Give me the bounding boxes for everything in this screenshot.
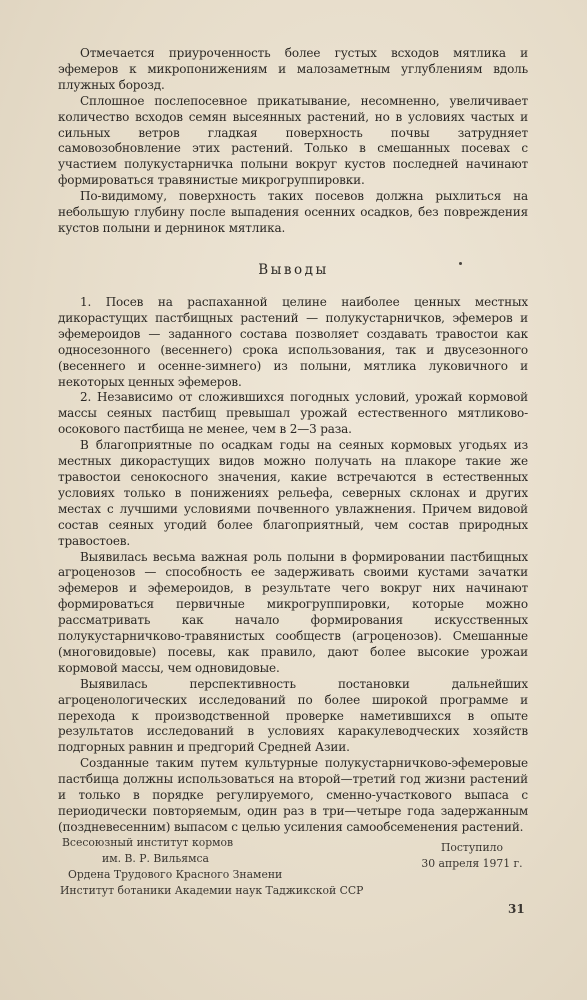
affiliation-line: им. В. Р. Вильямса [102,852,209,865]
received-date-value: 30 апреля 1971 г. [421,857,523,870]
print-speck [459,262,462,265]
paragraph: Выявилась весьма важная роль полыни в формировании пастбищных агроценозов — способность ее задерживать своими кустами зачатки эфемеров и эфемероидов, в результате чего вокруг них начинают формироваться первичные микрогруппировки, которые можно рассматривать как начало формирования искусственных полукустарничково-травянистых сообществ (агроценозов). Смешанные (многовидовые) посевы, как правило, дают более высокие урожаи кормовой массы, чем одновидовые. [58,549,528,675]
paragraph: В благоприятные по осадкам годы на сеяных кормовых угодьях из местных дикорастущих видов можно получать на плакоре такие же травостои сенокосного значения, какие встречаются в естественных условиях только в понижениях рельефа, северных склонах и других местах с лучшими условиями почвенного увлажнения. Причем видовой состав сеяных угодий более благоприятный, чем состав природных травостоев. [58,438,528,548]
affiliation-line: Ордена Трудового Красного Знамени [68,868,283,881]
paragraph: Сплошное послепосевное прикатывание, несомненно, увеличивает количество всходов семян высеянных растений, но в условиях частых и сильных ветров гладкая поверхность почвы затрудняет самовозобновление этих растений. Только в смешанных посевах с участием полукустарничка полыни вокруг кустов последней начинают формироваться травянистые микрогруппировки. [58,93,528,188]
author-affiliation [60,835,380,899]
paragraph: По-видимому, поверхность таких посевов должна рыхлиться на небольшую глубину после выпадения осенних осадков, без повреждения кустов полыни и дернинок мятлика. [58,189,528,235]
paragraph: 1. Посев на распаханной целине наиболее ценных местных дикорастущих пастбищных растений — полукустарничков, эфемеров и эфемероидов — заданного состава позволяет создавать травостои как односезонного (весеннего) срока использования, так и двусезонного (весеннего и осенне-зимнего) из полыни, мятлика луковичного и некоторых ценных эфемеров. [58,295,528,389]
received-date [412,840,532,872]
section-heading: Выводы [258,262,329,278]
conclusions-section [58,295,528,836]
intro-section [58,46,528,237]
received-label: Поступило [440,841,504,854]
paragraph: Выявилась перспективность постановки дальнейших агроценологических исследований по более широкой программе и перехода к производственной проверке наметившихся в опыте результатов исследований в условиях каракулеводческих хозяйств подгорных равнин и предгорий Средней Азии. [58,676,528,755]
paragraph: 2. Независимо от сложившихся погодных условий, урожай кормовой массы сеяных пастбищ превышал урожай естественного мятликово-осокового пастбища не менее, чем в 2—3 раза. [58,390,528,437]
page-number: 31 [508,902,525,916]
affiliation-line: Институт ботаники Академии наук Таджикской ССР [60,884,364,897]
paragraph: Созданные таким путем культурные полукустарничково-эфемеровые пастбища должны использоваться на второй—третий год жизни растений и только в порядке регулируемого, сменно-участкового выпаса с периодически повторяемым, один раз в три—четыре года задержанным (поздневесенним) выпасом с целью усиления самообсеменения растений. [58,756,528,834]
paragraph: Отмечается приуроченность более густых всходов мятлика и эфемеров к микропонижениям и малозаметным углублениям вдоль плужных борозд. [58,46,528,92]
affiliation-line: Всесоюзный институт кормов [62,836,234,849]
